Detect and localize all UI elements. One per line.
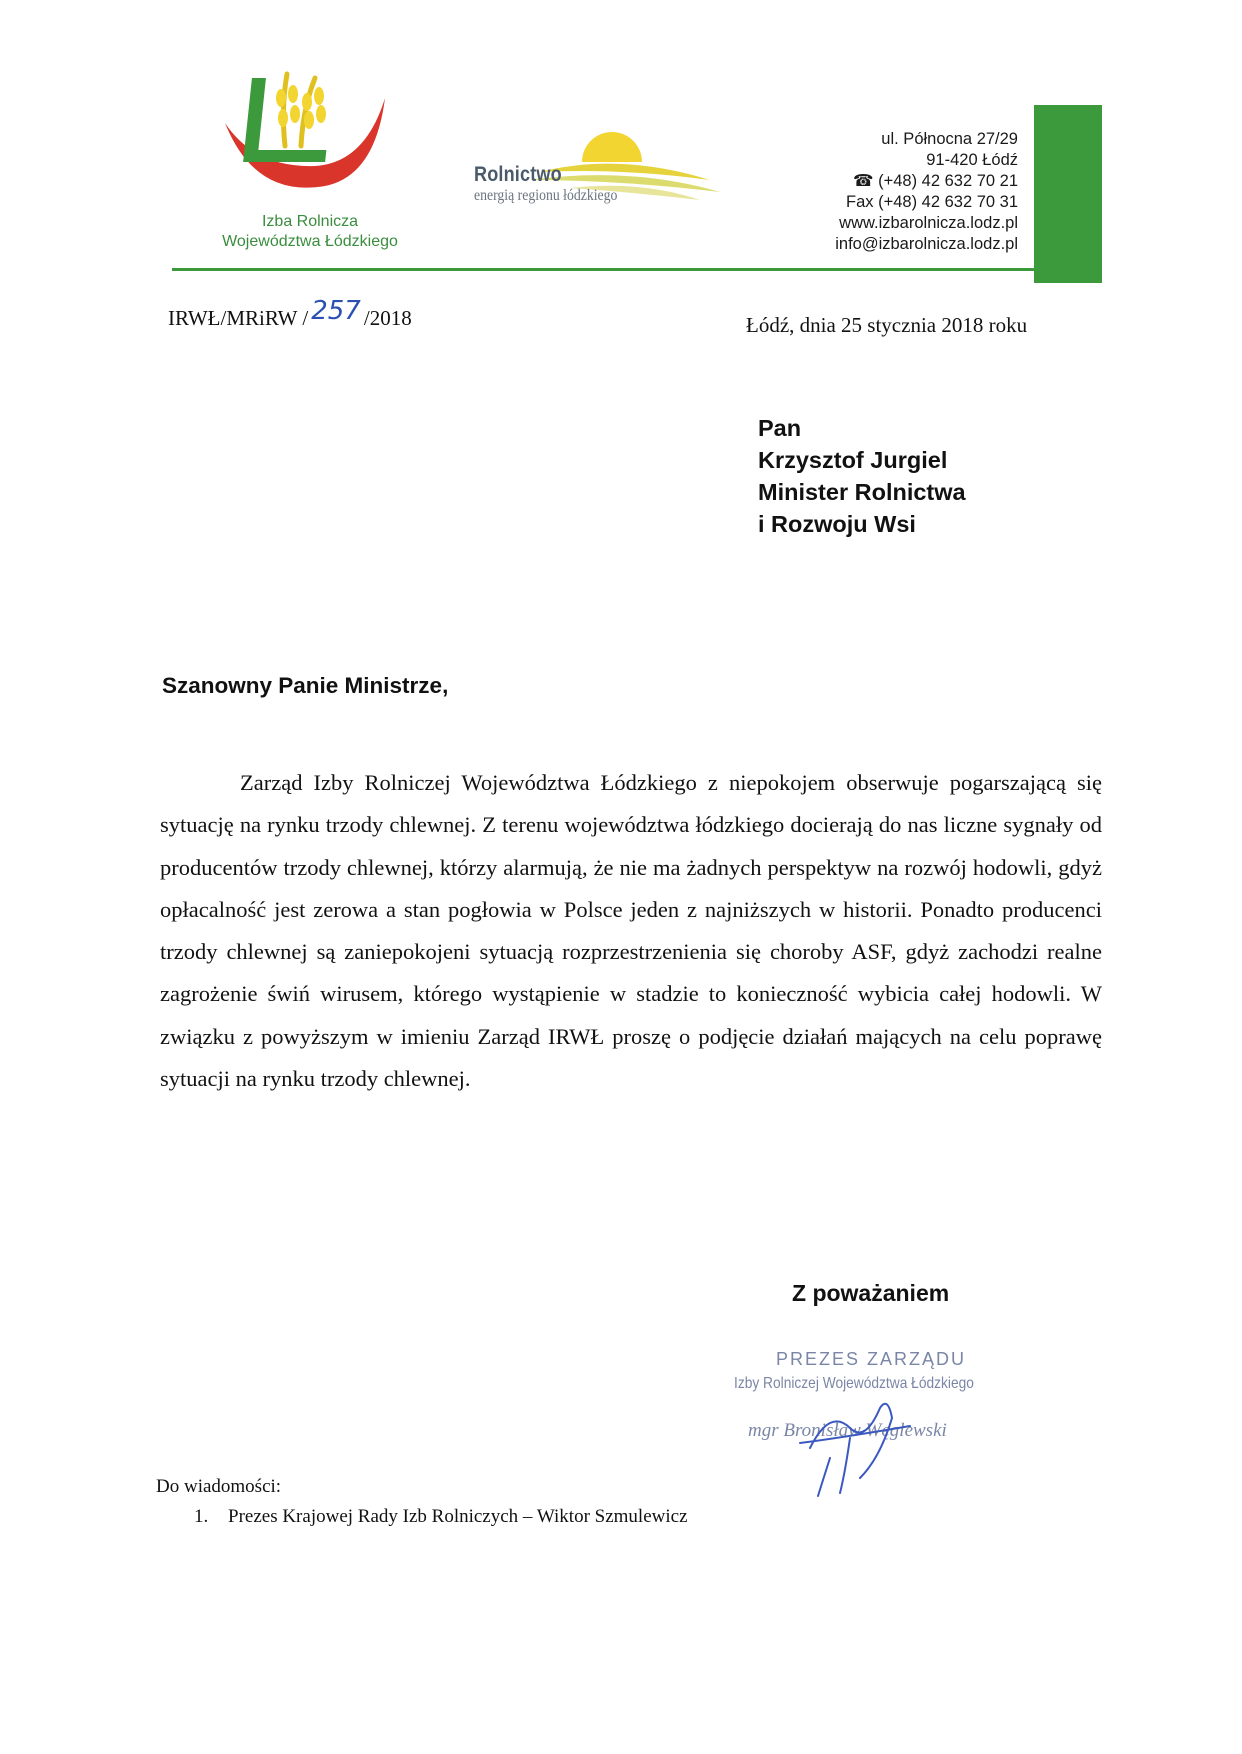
handwritten-signature xyxy=(770,1388,930,1498)
letter-body: Zarząd Izby Rolniczej Województwa Łódzkiego z niepokojem obserwuje pogarszającą się sytuację na rynku trzody chlewnej. Z terenu województwa łódzkiego docierają do nas liczne sygnały od producentów trzody chlewnej, którzy alarmują, że nie ma żadnych perspektyw na rozwój hodowli, gdyż opłacalność jest zerowa a stan pogłowia w Polsce jeden z najniższych w historii. Ponadto producenci trzody chlewnej są zaniepokojeni sytuacją rozprzestrzenienia się choroby ASF, gdyż zachodzi realne zagrożenie świń wirusem, którego wystąpienie w stadzie to konieczność wybicia całej hodowli. W związku z powyższym w imieniu Zarząd IRWŁ proszę o podjęcie działań mających na celu poprawę sytuacji na rynku trzody chlewnej. xyxy=(160,770,1102,1092)
organization-name: Izba Rolnicza Województwa Łódzkiego xyxy=(222,213,398,250)
contact-website[interactable]: www.izbarolnicza.lodz.pl xyxy=(839,214,1018,232)
contact-street: ul. Północna 27/29 xyxy=(881,130,1018,148)
contact-email[interactable]: info@izbarolnicza.lodz.pl xyxy=(835,235,1018,253)
slogan-title: Rolnictwo xyxy=(474,163,562,186)
header-accent-bar xyxy=(1034,105,1102,283)
contact-fax: Fax (+48) 42 632 70 31 xyxy=(846,193,1018,211)
chamber-logo xyxy=(215,68,405,198)
contact-block xyxy=(760,129,1018,255)
cc-label: Do wiadomości: xyxy=(156,1476,282,1497)
closing: Z poważaniem xyxy=(792,1280,950,1306)
date-line: Łódź, dnia 25 stycznia 2018 roku xyxy=(746,313,1028,337)
header-divider xyxy=(172,268,1036,271)
contact-city: 91-420 Łódź xyxy=(926,151,1018,169)
salutation: Szanowny Panie Ministrze, xyxy=(162,673,449,698)
addressee: Pan Krzysztof Jurgiel Minister Rolnictwa i Rozwoju Wsi xyxy=(758,415,966,537)
stamp-title: PREZES ZARZĄDU xyxy=(776,1349,967,1369)
slogan-subtitle: energią regionu łódzkiego xyxy=(474,187,618,204)
stamp-organization: Izby Rolniczej Województwa Łódzkiego xyxy=(734,1375,974,1392)
contact-phone: ☎ (+48) 42 632 70 21 xyxy=(852,172,1018,190)
cc-item: 1. Prezes Krajowej Rady Izb Rolniczych – Wiktor Szmulewicz xyxy=(194,1506,688,1527)
handwritten-number: 257 xyxy=(311,296,361,326)
reference-number: IRWŁ/MRiRW / 257 /2018 xyxy=(168,296,412,330)
stamp-name: mgr Bronisław Węglewski xyxy=(748,1420,947,1441)
